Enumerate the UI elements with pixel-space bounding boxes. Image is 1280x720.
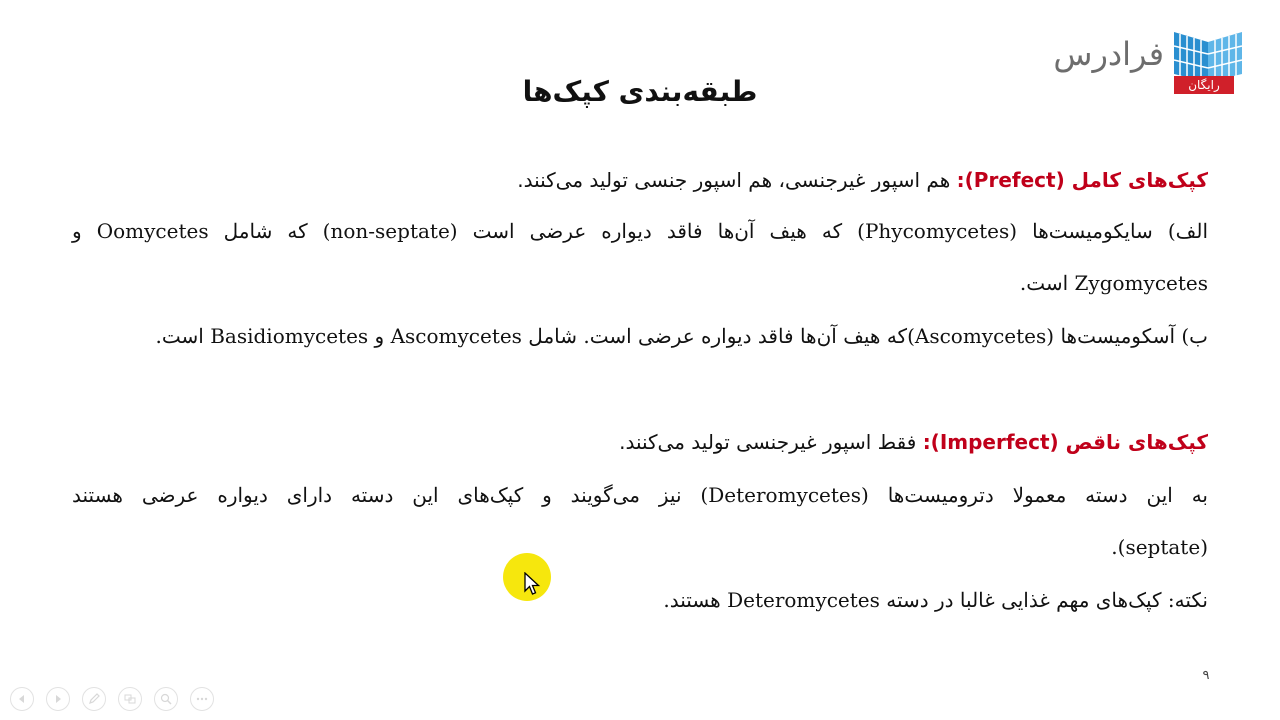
- more-options-button[interactable]: [190, 687, 214, 711]
- zoom-icon: [159, 692, 173, 706]
- slideshow-toolbar: [10, 687, 230, 715]
- note-line: نکته: کپک‌های مهم غذایی غالبا در دسته Deteromycetes هستند.: [663, 588, 1208, 612]
- slide-title: طبقه‌بندی کپک‌ها: [522, 75, 758, 108]
- next-icon: [51, 692, 65, 706]
- faradars-logo: [1053, 28, 1248, 100]
- phycomycetes-line-2: Zygomycetes است.: [1019, 271, 1208, 295]
- more-icon: [195, 692, 209, 706]
- perfect-molds-text: هم اسپور غیرجنسی، هم اسپور جنسی تولید می‌کنند.: [517, 168, 951, 192]
- slides-icon: [123, 692, 137, 706]
- phycomycetes-line-1: الف) سایکومیست‌ها (Phycomycetes) که هیف آن‌ها فاقد دیواره عرضی است (non-septate) که شامل Oomycetes و: [72, 219, 1208, 243]
- imperfect-molds-line: [308, 426, 1208, 458]
- imperfect-molds-text: فقط اسپور غیرجنسی تولید می‌کنند.: [619, 430, 917, 454]
- next-slide-button[interactable]: [46, 687, 70, 711]
- logo-badge-free: رایگان: [1174, 76, 1234, 94]
- mouse-pointer-icon: [524, 572, 542, 596]
- previous-slide-button[interactable]: [10, 687, 34, 711]
- perfect-molds-line: [308, 164, 1208, 196]
- previous-icon: [15, 692, 29, 706]
- logo-brand-text: فرادرس: [1053, 35, 1164, 73]
- pen-button[interactable]: [82, 687, 106, 711]
- perfect-molds-heading: کپک‌های کامل (Prefect):: [956, 168, 1208, 192]
- see-all-slides-button[interactable]: [118, 687, 142, 711]
- imperfect-molds-heading: کپک‌های ناقص (Imperfect):: [922, 430, 1208, 454]
- deteromycetes-line-1: به این دسته معمولا دترومیست‌ها (Deteromycetes) نیز می‌گویند و کپک‌های این دسته دارای دیواره عرضی هستند: [72, 483, 1208, 507]
- zoom-button[interactable]: [154, 687, 178, 711]
- ascomycetes-line: ب) آسکومیست‌ها (Ascomycetes)که هیف آن‌ها فاقد دیواره عرضی است. شامل Ascomycetes و Basidiomycetes است.: [155, 324, 1208, 348]
- pen-icon: [87, 692, 101, 706]
- deteromycetes-line-2: (septate).: [1111, 535, 1208, 559]
- page-number: ۹: [1202, 668, 1210, 683]
